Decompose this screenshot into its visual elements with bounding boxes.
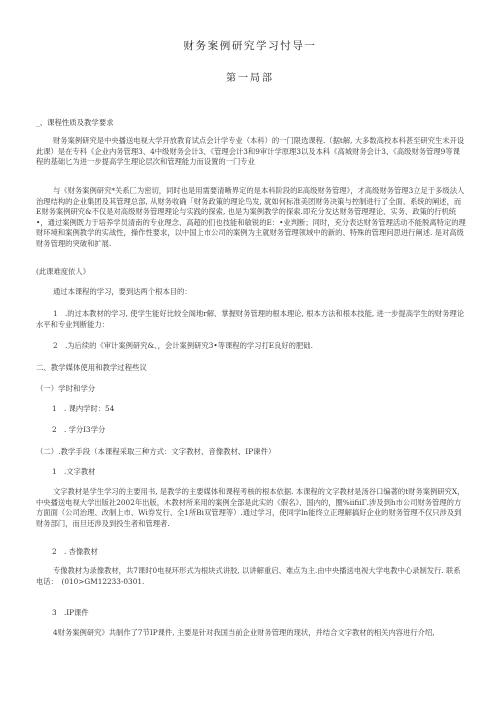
document-title: 财务案例研究学习忖导一 xyxy=(183,40,317,52)
part-heading: 第一局部 xyxy=(226,73,274,84)
section-heading-course-nature: _、课程性质及教学要求 xyxy=(36,118,114,127)
method-item-text-material: 1 .文字教材 xyxy=(52,467,96,476)
paragraph-text-material: 文字教材是学生学习的主要用书, 是教学的主要媒体和课程考核的根本依据. 本课程的文字教材是汤谷口编著的t财务案例研究X，中央播送电视大学出版社2002年出版，木教材所来用的案例全部是此实的《假名》、国内的，圈%iifiiΓ.涉及到h市公司财务管理的方方面面（公司治理、改制上市、Wi券发行、全1所Bi双管理等）.通过学习，使同学ln能终立正理解搞好企业的财务管理不仅只涉及到财务部门，而旦还涉及到投生者和管理者. xyxy=(36,487,465,528)
paragraph-ip-courseware: 4财务案例研究》共制作了7节IP课件, 主要是针对我国当前企业财务管理的现状，并结合文字教材的相关内容进行介绍, xyxy=(53,628,435,637)
hours-item: 1 . 课内学时：54 xyxy=(52,404,115,413)
paragraph-course-goals: 通过本课程的学习，要到达两个根本目的： xyxy=(53,287,192,296)
method-item-ip-courseware: 3 .IP课件 xyxy=(52,608,89,617)
goal-item-2: 2 .为后续的《审计案例研究&、，会计案例研究3•等课程的学习打E良好的肥础. xyxy=(53,341,313,350)
method-item-av-material: 2 . 杏像教材 xyxy=(52,547,98,556)
section-heading-media: 二、教学媒体使用和教学过程些议 xyxy=(36,363,147,372)
paragraph-course-relation: 与《财务案例研究*关系匚为密切，同时也是用需要清晰界定的是本科阶段的E高级财务管理》，才高级财务管理3立足于多级法人治理结构的企业集团及其管理总部, 从财务收确「财务政策的理论鸟发, 就如何标准美团财务决策与控制进行了全面、系统的阐述，而E财务案例研究&不仅是对高级财务管理理论与实践的探索, 也是为案例教学的探索.即充分发达财务管理理论、实务、政策的行机统•，通过案例既力于培养学员清南的专业理念、高超的们也技能和敏锐的E：•业判断；同时，充分表达财务管理活动不能脱离特定的理财环境和案例教学的实战性，操作性要求，以中国上市公司的案例为主就财务管理领域中的新的、特殊的管理问思进行阐述. 是对高级财务管理的突破和扩展. xyxy=(36,186,466,248)
paragraph-course-intro: 财务案例研究是中央播送电视大学开放教育试点会计学专业（本科）的一门限选课程.（据t解, 大多数高校本科甚至研究生未开设此课）是在专科《企业内务管理3、4中级财务会计3、《管理会计3和9审计学原理3以及本科《高城财务会计3、《高级财务管理9等课程的基础匕为进一步提高学生理论层次和管理能力而设置的一门专业 xyxy=(36,136,465,167)
paragraph-av-material: 专像教材为录像教材，共7课时0电视环形式为根块式讲胶, 以讲解重启、难点为主.由中央播送电视大学电教中心录制发行. 联系电话： (010>GM12233-0301. xyxy=(36,566,461,586)
credits-item: 2 . 学分I3学分 xyxy=(52,425,106,434)
subsection-heading-hours: （一）学时和学分 xyxy=(36,384,96,393)
paragraph-difficulty-note: (此课难度依人》 xyxy=(36,267,90,276)
subsection-heading-teaching-methods: （二）.教学手段（本课程采取三种方式：文字教材、音像教材、IP谏件） xyxy=(36,447,276,456)
goal-item-1: 1 .的过本教材的学习, 使学生能好比较全阁地r解、掌握财务管理的根本理论, 根本方法和根本技能, 进一步提高学生的财务理论水平和专业判断能力： xyxy=(36,309,465,329)
